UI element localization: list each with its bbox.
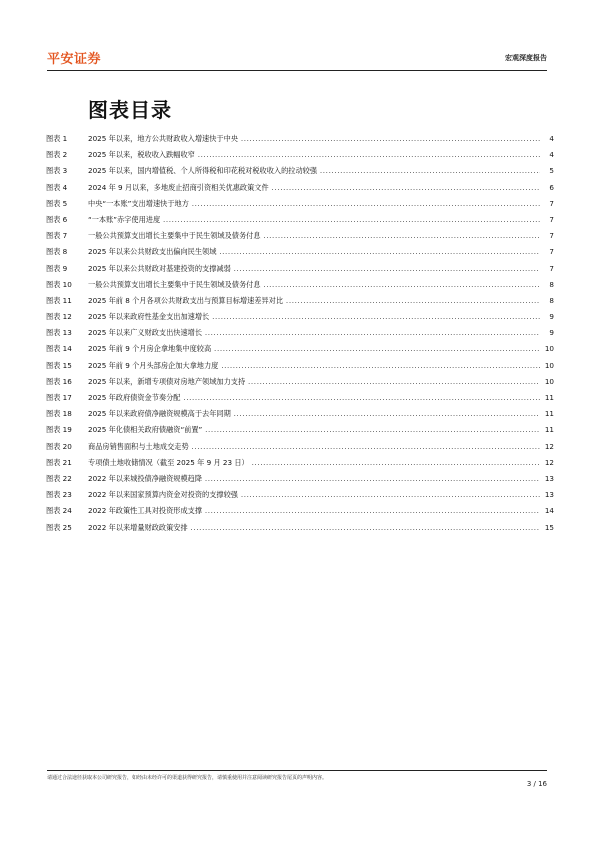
toc-item-text: 2022 年以来城投债净融资规模趋降 ..... (88, 471, 540, 487)
toc-item[interactable] (46, 147, 554, 163)
toc-item-label: 图表 7 (46, 231, 68, 241)
toc-item[interactable] (46, 374, 554, 390)
toc-item-text: 2025 年以来公共财政支出偏向民生领域 ..... (88, 244, 540, 260)
toc-item-text: 2025 年前 8 个月各项公共财政支出与预算目标增速差异对比 ..... (88, 293, 540, 309)
toc-title: 图表目录 (88, 98, 172, 122)
toc-item-label: 图表 24 (46, 506, 72, 516)
toc-item-label: 图表 23 (46, 490, 72, 500)
toc-item-text: 2024 年 9 月以来，多地废止招商引资相关优惠政策文件 ..... (88, 180, 540, 196)
toc-item-text: 2025 年以来广义财政支出快速增长 ..... (88, 325, 540, 341)
toc-item-label: 图表 25 (46, 522, 72, 532)
toc-item-page: 15 (542, 520, 554, 536)
report-type: 宏观深度报告 (505, 54, 547, 62)
toc-item-text: 中央“一本账”支出增速快于地方 ..... (88, 196, 540, 212)
toc-item-label: 图表 3 (46, 166, 68, 176)
page-number: 3 / 16 (526, 780, 547, 788)
toc-item-text: 2022 年政策性工具对投资形成支撑 ..... (88, 503, 540, 519)
toc-item[interactable] (46, 358, 554, 374)
toc-item-label: 图表 9 (46, 263, 68, 273)
toc-item-page: 7 (542, 261, 554, 277)
toc-item-page: 12 (542, 455, 554, 471)
toc-item-page: 9 (542, 325, 554, 341)
toc-item-text: 2025 年以来，税收收入跌幅收窄 ..... (88, 147, 540, 163)
toc-item-page: 11 (542, 406, 554, 422)
toc-item-text: 2022 年以来增量财政政策安排 ..... (88, 520, 540, 536)
toc-item-text: 一般公共预算支出增长主要集中于民生领域及债务付息 ..... (88, 277, 540, 293)
toc-item-page: 7 (542, 228, 554, 244)
toc-item-page: 9 (542, 309, 554, 325)
toc-item-page: 6 (542, 180, 554, 196)
toc-item-text: 2025 年以来政府性基金支出加速增长 ..... (88, 309, 540, 325)
toc-item-label: 图表 21 (46, 457, 72, 467)
toc-item-label: 图表 4 (46, 182, 68, 192)
toc-list (46, 131, 554, 536)
toc-item-page: 10 (542, 358, 554, 374)
toc-item-text: 2025 年前 9 个月头部房企加大拿地力度 ..... (88, 358, 540, 374)
toc-item-page: 11 (542, 422, 554, 438)
toc-item[interactable] (46, 293, 554, 309)
toc-item-label: 图表 18 (46, 409, 72, 419)
toc-item-label: 图表 16 (46, 376, 72, 386)
toc-item-page: 8 (542, 293, 554, 309)
toc-item-label: 图表 1 (46, 134, 68, 143)
toc-item[interactable] (46, 325, 554, 341)
toc-item-label: 图表 6 (46, 214, 68, 224)
toc-item-label: 图表 13 (46, 328, 72, 338)
toc-item[interactable] (46, 309, 554, 325)
toc-item-page: 10 (542, 374, 554, 390)
toc-item[interactable] (46, 163, 554, 179)
toc-item[interactable] (46, 520, 554, 536)
toc-item[interactable] (46, 406, 554, 422)
toc-item[interactable] (46, 244, 554, 260)
toc-item-page: 7 (542, 196, 554, 212)
toc-item-label: 图表 20 (46, 441, 72, 451)
toc-item-text: 2025 年以来政府债净融资规模高于去年同期 ..... (88, 406, 540, 422)
toc-item-page: 11 (542, 390, 554, 406)
toc-item-page: 10 (542, 341, 554, 357)
header-rule (47, 70, 547, 71)
toc-item-page: 4 (542, 147, 554, 163)
toc-item-label: 图表 14 (46, 344, 72, 354)
toc-item-label: 图表 2 (46, 150, 68, 160)
toc-item-text: 2025 年以来公共财政对基建投资的支撑减弱 ..... (88, 261, 540, 277)
toc-item-label: 图表 8 (46, 247, 68, 257)
toc-item[interactable] (46, 131, 554, 147)
toc-item-page: 14 (542, 503, 554, 519)
toc-item[interactable] (46, 455, 554, 471)
toc-item-label: 图表 17 (46, 393, 72, 402)
toc-item-text: 一般公共预算支出增长主要集中于民生领域及债务付息 ..... (88, 228, 540, 244)
toc-item-text: 2025 年以来，地方公共财政收入增速快于中央 ..... (88, 131, 540, 147)
toc-item-label: 图表 12 (46, 312, 72, 322)
toc-item-label: 图表 19 (46, 425, 72, 435)
footer-disclaimer: 请通过合法途径获取本公司研究报告，如经由未经许可的渠道获得研究报告，请慎重使用并注意阅读研究报告尾页的声明内容。 (47, 775, 328, 781)
brand-logo: 平安证券 (47, 52, 102, 67)
toc-item-page: 13 (542, 487, 554, 503)
toc-item[interactable] (46, 503, 554, 519)
toc-item-label: 图表 22 (46, 473, 72, 483)
toc-item-label: 图表 11 (46, 295, 72, 305)
toc-item-label: 图表 10 (46, 279, 72, 289)
toc-item[interactable] (46, 422, 554, 438)
toc-item[interactable] (46, 487, 554, 503)
toc-item-page: 13 (542, 471, 554, 487)
toc-item-page: 7 (542, 212, 554, 228)
toc-item[interactable] (46, 180, 554, 196)
toc-item-text: 2025 年以来，新增专项债对房地产领域加力支持 ..... (88, 374, 540, 390)
toc-item-text: “一本账”赤字使用进度 ..... (88, 212, 540, 228)
toc-item-label: 图表 5 (46, 198, 68, 208)
toc-item-text: 2025 年以来，国内增值税、个人所得税和印花税对税收收入的拉动较强 ..... (88, 163, 540, 179)
toc-item-page: 8 (542, 277, 554, 293)
toc-item-label: 图表 15 (46, 360, 72, 370)
toc-item-page: 5 (542, 163, 554, 179)
toc-item[interactable] (46, 471, 554, 487)
toc-item[interactable] (46, 277, 554, 293)
toc-item-text: 2022 年以来国家预算内资金对投资的支撑较强 ..... (88, 487, 540, 503)
toc-item-page: 7 (542, 244, 554, 260)
toc-item-page: 4 (542, 131, 554, 147)
toc-item-text: 专项债土地收储情况（截至 2025 年 9 月 23 日） ..... (88, 455, 540, 471)
toc-item-text: 商品房销售面积与土地成交走势 ..... (88, 439, 540, 455)
toc-item[interactable] (46, 390, 554, 406)
toc-item[interactable] (46, 196, 554, 212)
toc-item[interactable] (46, 341, 554, 357)
toc-item-text: 2025 年前 9 个月房企拿地集中度较高 ..... (88, 341, 540, 357)
footer-rule (47, 770, 547, 771)
toc-item[interactable] (46, 228, 554, 244)
toc-item[interactable] (46, 261, 554, 277)
toc-item-page: 12 (542, 439, 554, 455)
toc-item[interactable] (46, 212, 554, 228)
toc-item-text: 2025 年政府债资金节奏分配 ..... (88, 390, 540, 406)
toc-item[interactable] (46, 439, 554, 455)
toc-item-text: 2025 年化债相关政府债融资“前置” ..... (88, 422, 540, 438)
